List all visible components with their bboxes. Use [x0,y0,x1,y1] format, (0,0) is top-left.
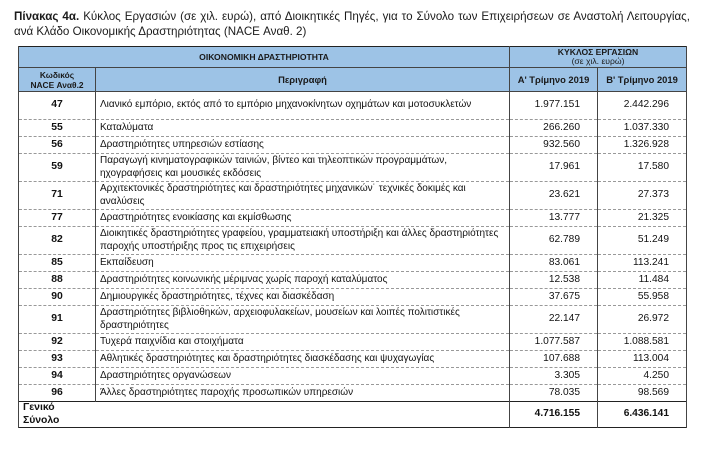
nace-code: 91 [19,306,96,334]
q2-value: 113.004 [598,351,687,368]
activity-description: Δραστηριότητες κοινωνικής μέριμνας χωρίς παροχή καταλύματος [96,272,510,289]
total-row [19,402,687,428]
table-row [19,368,687,385]
q1-value: 62.789 [510,227,598,255]
table-row [19,154,687,182]
table-row [19,255,687,272]
table-row [19,182,687,210]
q2-value: 1.037.330 [598,120,687,137]
total-q2-value: 6.436.141 [598,402,687,428]
table-row [19,92,687,120]
q2-value: 27.373 [598,182,687,210]
q1-value: 78.035 [510,385,598,402]
q2-value: 2.442.296 [598,92,687,120]
q2-value: 17.580 [598,154,687,182]
header-nace-code [19,68,96,92]
q2-value: 26.972 [598,306,687,334]
activity-description: Αρχιτεκτονικές δραστηριότητες και δραστηριότητες μηχανικών˙ τεχνικές δοκιμές και αναλύσεις [96,182,510,210]
header-economic-activity: ΟΙΚΟΝΟΜΙΚΗ ΔΡΑΣΤΗΡΙΟΤΗΤΑ [19,47,510,68]
q1-value: 22.147 [510,306,598,334]
nace-code: 55 [19,120,96,137]
nace-code: 90 [19,289,96,306]
nace-code: 88 [19,272,96,289]
total-label: Γενικό Σύνολο [19,402,96,428]
turnover-table [18,46,687,428]
q1-value: 932.560 [510,137,598,154]
activity-description: Παραγωγή κινηματογραφικών ταινιών, βίντεο και τηλεοπτικών προγραμμάτων, ηχογραφήσεις και μουσικές εκδόσεις [96,154,510,182]
activity-description: Άλλες δραστηριότητες παροχής προσωπικών υπηρεσιών [96,385,510,402]
activity-description: Δραστηριότητες ενοικίασης και εκμίσθωσης [96,210,510,227]
nace-code: 94 [19,368,96,385]
table-row [19,334,687,351]
activity-description: Δραστηριότητες οργανώσεων [96,368,510,385]
nace-code: 82 [19,227,96,255]
activity-description: Δραστηριότητες υπηρεσιών εστίασης [96,137,510,154]
q1-value: 1.977.151 [510,92,598,120]
activity-description: Λιανικό εμπόριο, εκτός από το εμπόριο μηχανοκίνητων οχημάτων και μοτοσυκλετών [96,92,510,120]
q1-value: 37.675 [510,289,598,306]
q1-value: 13.777 [510,210,598,227]
q1-value: 266.260 [510,120,598,137]
table-row [19,289,687,306]
caption-text: Κύκλος Εργασιών (σε χιλ. ευρώ), από Διοικητικές Πηγές, για το Σύνολο των Επιχειρήσεων σε Αναστολή Λειτουργίας, ανά Κλάδο Οικονομικής Δραστηριότητας (NACE Αναθ. 2) [14,10,690,38]
q1-value: 12.538 [510,272,598,289]
activity-description: Διοικητικές δραστηριότητες γραφείου, γραμματειακή υποστήριξη και άλλες δραστηριότητες παροχής υποστήριξης προς τις επιχειρήσεις [96,227,510,255]
nace-code: 56 [19,137,96,154]
header-description: Περιγραφή [96,68,510,92]
header-code-line1: Κωδικός [39,69,75,80]
caption-label: Πίνακας 4α. [14,10,80,23]
q2-value: 1.326.928 [598,137,687,154]
header-turnover [510,47,687,68]
q2-value: 21.325 [598,210,687,227]
table-caption [14,9,690,39]
q1-value: 23.621 [510,182,598,210]
activity-description: Δημιουργικές δραστηριότητες, τέχνες και διασκέδαση [96,289,510,306]
nace-code: 96 [19,385,96,402]
q2-value: 113.241 [598,255,687,272]
table-row [19,272,687,289]
q1-value: 17.961 [510,154,598,182]
q2-value: 51.249 [598,227,687,255]
q2-value: 55.958 [598,289,687,306]
nace-code: 71 [19,182,96,210]
header-q2-2019: Β' Τρίμηνο 2019 [598,68,687,92]
nace-code: 77 [19,210,96,227]
total-q1-value: 4.716.155 [510,402,598,428]
q1-value: 107.688 [510,351,598,368]
table-row [19,137,687,154]
table-row [19,120,687,137]
q1-value: 83.061 [510,255,598,272]
activity-description: Τυχερά παιχνίδια και στοιχήματα [96,334,510,351]
nace-code: 47 [19,92,96,120]
header-turnover-title: ΚΥΚΛΟΣ ΕΡΓΑΣΙΩΝ [557,47,639,57]
activity-description: Αθλητικές δραστηριότητες και δραστηριότητες διασκέδασης και ψυχαγωγίας [96,351,510,368]
activity-description: Εκπαίδευση [96,255,510,272]
activity-description: Δραστηριότητες βιβλιοθηκών, αρχειοφυλακείων, μουσείων και λοιπές πολιτιστικές δραστηριότητες [96,306,510,334]
q2-value: 4.250 [598,368,687,385]
nace-code: 92 [19,334,96,351]
activity-description: Καταλύματα [96,120,510,137]
nace-code: 93 [19,351,96,368]
q1-value: 3.305 [510,368,598,385]
table-row [19,385,687,402]
q2-value: 11.484 [598,272,687,289]
header-turnover-unit: (σε χιλ. ευρώ) [571,56,625,66]
q2-value: 98.569 [598,385,687,402]
table-row [19,351,687,368]
table-row [19,210,687,227]
nace-code: 59 [19,154,96,182]
q2-value: 1.088.581 [598,334,687,351]
table-row [19,227,687,255]
header-code-line2: NACE Αναθ.2 [30,79,84,90]
q1-value: 1.077.587 [510,334,598,351]
total-spacer [96,402,510,428]
header-q1-2019: Α' Τρίμηνο 2019 [510,68,598,92]
nace-code: 85 [19,255,96,272]
table-row [19,306,687,334]
